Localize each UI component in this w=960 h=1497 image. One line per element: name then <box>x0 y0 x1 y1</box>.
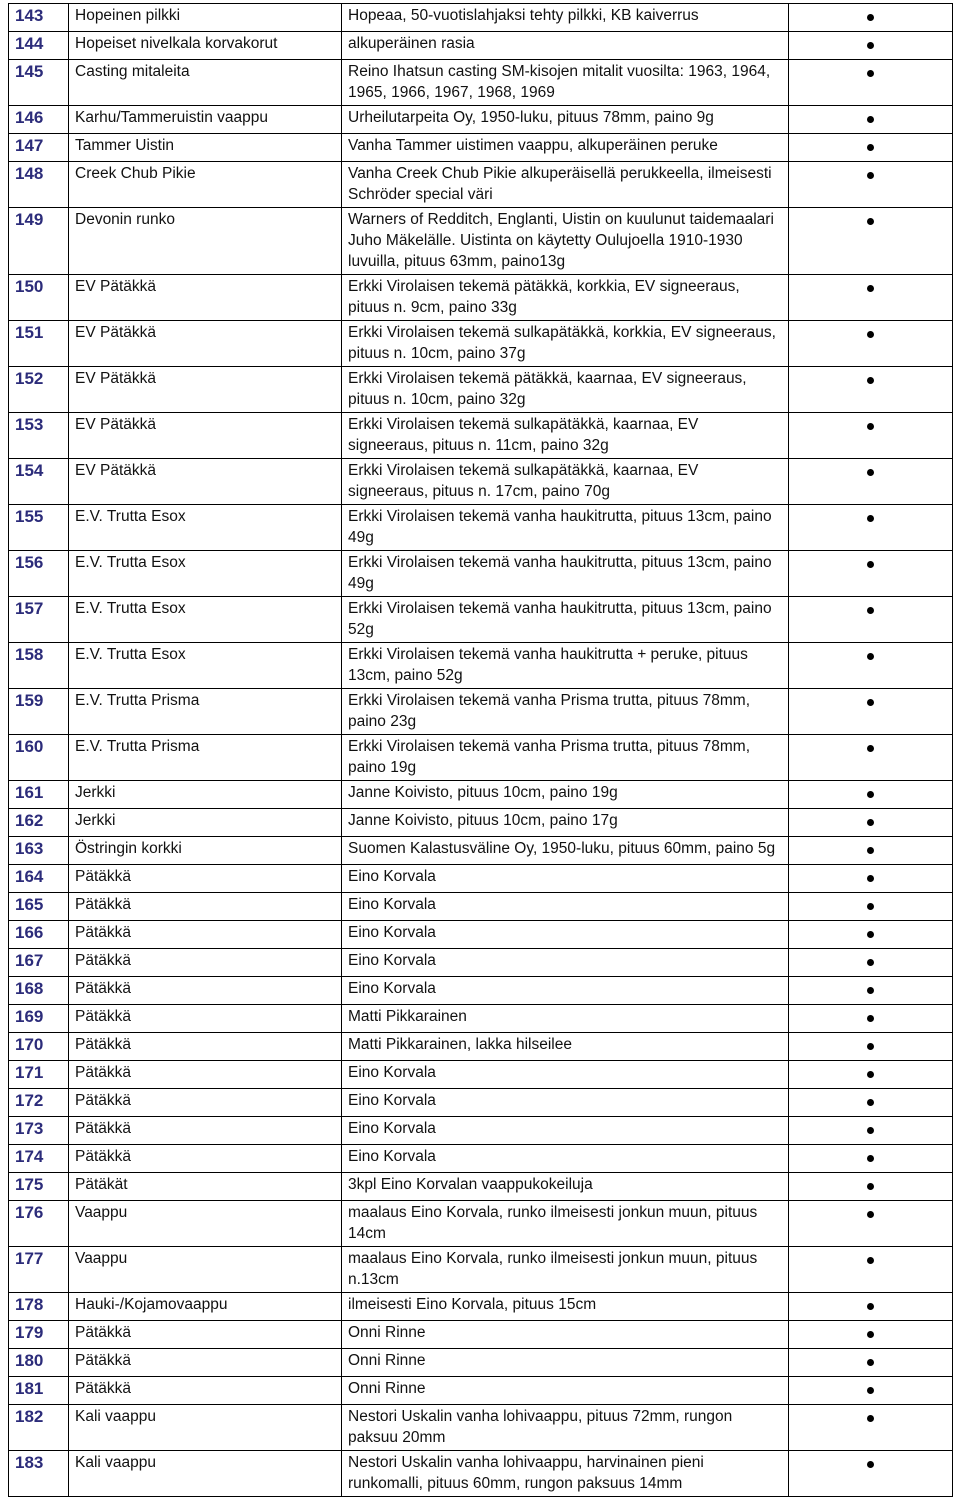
item-description: Eino Korvala <box>342 1145 789 1173</box>
item-name: Pätäkkä <box>69 1145 342 1173</box>
table-row <box>9 643 953 689</box>
item-marker <box>789 1117 953 1145</box>
table-row <box>9 505 953 551</box>
item-description: Erkki Virolaisen tekemä sulkapätäkkä, korkkia, EV signeeraus, pituus n. 10cm, paino 37g <box>342 321 789 367</box>
table-row <box>9 1145 953 1173</box>
item-marker <box>789 1451 953 1497</box>
item-name: Kali vaappu <box>69 1451 342 1497</box>
item-marker <box>789 809 953 837</box>
item-description: Janne Koivisto, pituus 10cm, paino 19g <box>342 781 789 809</box>
table-row <box>9 1173 953 1201</box>
table-row <box>9 1321 953 1349</box>
item-description: Matti Pikkarainen <box>342 1005 789 1033</box>
bullet-icon <box>867 70 874 77</box>
table-row <box>9 162 953 208</box>
item-marker <box>789 1293 953 1321</box>
item-number: 157 <box>9 597 69 643</box>
item-description: Erkki Virolaisen tekemä sulkapätäkkä, kaarnaa, EV signeeraus, pituus n. 11cm, paino 32g <box>342 413 789 459</box>
item-name: EV Pätäkkä <box>69 413 342 459</box>
item-marker <box>789 1405 953 1451</box>
item-marker <box>789 367 953 413</box>
item-name: Jerkki <box>69 781 342 809</box>
item-description: Nestori Uskalin vanha lohivaappu, pituus 72mm, rungon paksuu 20mm <box>342 1405 789 1451</box>
item-description: Reino Ihatsun casting SM-kisojen mitalit vuosilta: 1963, 1964, 1965, 1966, 1967, 1968, 1969 <box>342 60 789 106</box>
item-description: Matti Pikkarainen, lakka hilseilee <box>342 1033 789 1061</box>
item-description: Eino Korvala <box>342 949 789 977</box>
item-number: 168 <box>9 977 69 1005</box>
bullet-icon <box>867 1331 874 1338</box>
item-marker <box>789 208 953 275</box>
item-number: 143 <box>9 4 69 32</box>
bullet-icon <box>867 42 874 49</box>
item-number: 178 <box>9 1293 69 1321</box>
item-description: Eino Korvala <box>342 921 789 949</box>
table-row <box>9 893 953 921</box>
item-description: Eino Korvala <box>342 1061 789 1089</box>
bullet-icon <box>867 172 874 179</box>
item-number: 179 <box>9 1321 69 1349</box>
bullet-icon <box>867 218 874 225</box>
item-marker <box>789 4 953 32</box>
bullet-icon <box>867 1303 874 1310</box>
item-name: Vaappu <box>69 1247 342 1293</box>
item-marker <box>789 1349 953 1377</box>
item-marker <box>789 689 953 735</box>
bullet-icon <box>867 1461 874 1468</box>
catalog-table <box>8 3 953 1497</box>
item-description: maalaus Eino Korvala, runko ilmeisesti jonkun muun, pituus 14cm <box>342 1201 789 1247</box>
item-marker <box>789 275 953 321</box>
item-description: Erkki Virolaisen tekemä pätäkkä, korkkia, EV signeeraus, pituus n. 9cm, paino 33g <box>342 275 789 321</box>
bullet-icon <box>867 607 874 614</box>
item-name: Hopeinen pilkki <box>69 4 342 32</box>
bullet-icon <box>867 1127 874 1134</box>
bullet-icon <box>867 1183 874 1190</box>
item-name: EV Pätäkkä <box>69 459 342 505</box>
item-description: Onni Rinne <box>342 1321 789 1349</box>
item-description: Erkki Virolaisen tekemä vanha Prisma trutta, pituus 78mm, paino 23g <box>342 689 789 735</box>
item-marker <box>789 32 953 60</box>
item-description: Erkki Virolaisen tekemä pätäkkä, kaarnaa, EV signeeraus, pituus n. 10cm, paino 32g <box>342 367 789 413</box>
item-number: 152 <box>9 367 69 413</box>
item-description: Erkki Virolaisen tekemä vanha haukitrutta, pituus 13cm, paino 49g <box>342 505 789 551</box>
item-number: 176 <box>9 1201 69 1247</box>
item-marker <box>789 106 953 134</box>
bullet-icon <box>867 931 874 938</box>
item-marker <box>789 505 953 551</box>
item-marker <box>789 1005 953 1033</box>
table-row <box>9 551 953 597</box>
table-row <box>9 1405 953 1451</box>
item-marker <box>789 781 953 809</box>
item-number: 182 <box>9 1405 69 1451</box>
item-name: Karhu/Tammeruistin vaappu <box>69 106 342 134</box>
table-row <box>9 865 953 893</box>
bullet-icon <box>867 331 874 338</box>
item-number: 159 <box>9 689 69 735</box>
item-description: Onni Rinne <box>342 1377 789 1405</box>
item-number: 156 <box>9 551 69 597</box>
bullet-icon <box>867 791 874 798</box>
table-row <box>9 106 953 134</box>
item-name: Devonin runko <box>69 208 342 275</box>
bullet-icon <box>867 1211 874 1218</box>
item-description: Erkki Virolaisen tekemä sulkapätäkkä, kaarnaa, EV signeeraus, pituus n. 17cm, paino 70g <box>342 459 789 505</box>
item-name: Pätäkkä <box>69 1089 342 1117</box>
item-name: EV Pätäkkä <box>69 321 342 367</box>
item-marker <box>789 893 953 921</box>
bullet-icon <box>867 285 874 292</box>
item-name: Pätäkkä <box>69 1033 342 1061</box>
table-row <box>9 1201 953 1247</box>
item-number: 166 <box>9 921 69 949</box>
item-description: alkuperäinen rasia <box>342 32 789 60</box>
item-description: Vanha Tammer uistimen vaappu, alkuperäinen peruke <box>342 134 789 162</box>
item-marker <box>789 643 953 689</box>
item-number: 145 <box>9 60 69 106</box>
bullet-icon <box>867 1387 874 1394</box>
item-name: Pätäkkä <box>69 1061 342 1089</box>
item-marker <box>789 551 953 597</box>
catalog-body <box>9 4 953 1497</box>
item-description: Eino Korvala <box>342 1117 789 1145</box>
table-row <box>9 208 953 275</box>
table-row <box>9 134 953 162</box>
item-marker <box>789 949 953 977</box>
item-name: Tammer Uistin <box>69 134 342 162</box>
table-row <box>9 921 953 949</box>
bullet-icon <box>867 959 874 966</box>
item-marker <box>789 1061 953 1089</box>
item-name: Pätäkkä <box>69 865 342 893</box>
item-description: maalaus Eino Korvala, runko ilmeisesti jonkun muun, pituus n.13cm <box>342 1247 789 1293</box>
bullet-icon <box>867 469 874 476</box>
bullet-icon <box>867 819 874 826</box>
item-number: 172 <box>9 1089 69 1117</box>
table-row <box>9 413 953 459</box>
item-name: Pätäkkä <box>69 1321 342 1349</box>
item-number: 164 <box>9 865 69 893</box>
bullet-icon <box>867 847 874 854</box>
table-row <box>9 949 953 977</box>
item-description: Hopeaa, 50-vuotislahjaksi tehty pilkki, KB kaiverrus <box>342 4 789 32</box>
item-number: 171 <box>9 1061 69 1089</box>
item-name: E.V. Trutta Prisma <box>69 735 342 781</box>
bullet-icon <box>867 1099 874 1106</box>
item-marker <box>789 134 953 162</box>
item-number: 149 <box>9 208 69 275</box>
item-description: Eino Korvala <box>342 1089 789 1117</box>
table-row <box>9 689 953 735</box>
table-row <box>9 1247 953 1293</box>
table-row <box>9 275 953 321</box>
bullet-icon <box>867 1359 874 1366</box>
table-row <box>9 781 953 809</box>
item-marker <box>789 1247 953 1293</box>
item-name: Pätäkkä <box>69 1349 342 1377</box>
bullet-icon <box>867 377 874 384</box>
item-number: 146 <box>9 106 69 134</box>
item-name: Pätäkkä <box>69 949 342 977</box>
item-description: Urheilutarpeita Oy, 1950-luku, pituus 78mm, paino 9g <box>342 106 789 134</box>
table-row <box>9 1377 953 1405</box>
item-description: Erkki Virolaisen tekemä vanha haukitrutta, pituus 13cm, paino 49g <box>342 551 789 597</box>
item-number: 165 <box>9 893 69 921</box>
bullet-icon <box>867 1071 874 1078</box>
bullet-icon <box>867 699 874 706</box>
item-number: 167 <box>9 949 69 977</box>
item-marker <box>789 459 953 505</box>
bullet-icon <box>867 144 874 151</box>
item-name: E.V. Trutta Esox <box>69 505 342 551</box>
bullet-icon <box>867 1257 874 1264</box>
table-row <box>9 837 953 865</box>
item-marker <box>789 1033 953 1061</box>
table-row <box>9 1117 953 1145</box>
item-number: 162 <box>9 809 69 837</box>
item-description: ilmeisesti Eino Korvala, pituus 15cm <box>342 1293 789 1321</box>
item-number: 163 <box>9 837 69 865</box>
item-name: Pätäkkä <box>69 977 342 1005</box>
table-row <box>9 1293 953 1321</box>
item-name: EV Pätäkkä <box>69 275 342 321</box>
bullet-icon <box>867 423 874 430</box>
item-description: Janne Koivisto, pituus 10cm, paino 17g <box>342 809 789 837</box>
item-marker <box>789 921 953 949</box>
item-number: 147 <box>9 134 69 162</box>
item-name: Hauki-/Kojamovaappu <box>69 1293 342 1321</box>
item-marker <box>789 1145 953 1173</box>
item-number: 177 <box>9 1247 69 1293</box>
table-row <box>9 1089 953 1117</box>
item-marker <box>789 1321 953 1349</box>
item-description: 3kpl Eino Korvalan vaappukokeiluja <box>342 1173 789 1201</box>
item-marker <box>789 1377 953 1405</box>
item-marker <box>789 837 953 865</box>
item-description: Warners of Redditch, Englanti, Uistin on kuulunut taidemaalari Juho Mäkelälle. Uistinta on käytetty Oulujoella 1910-1930 luvuilla, pituus 63mm, paino13g <box>342 208 789 275</box>
table-row <box>9 1005 953 1033</box>
bullet-icon <box>867 116 874 123</box>
item-number: 148 <box>9 162 69 208</box>
item-marker <box>789 162 953 208</box>
item-number: 170 <box>9 1033 69 1061</box>
item-number: 158 <box>9 643 69 689</box>
item-name: Pätäkkä <box>69 1117 342 1145</box>
item-name: E.V. Trutta Prisma <box>69 689 342 735</box>
item-name: Pätäkät <box>69 1173 342 1201</box>
item-marker <box>789 735 953 781</box>
bullet-icon <box>867 1155 874 1162</box>
table-row <box>9 32 953 60</box>
item-name: Pätäkkä <box>69 1377 342 1405</box>
item-description: Eino Korvala <box>342 893 789 921</box>
table-row <box>9 1033 953 1061</box>
item-name: Casting mitaleita <box>69 60 342 106</box>
item-name: Jerkki <box>69 809 342 837</box>
table-row <box>9 735 953 781</box>
bullet-icon <box>867 1015 874 1022</box>
bullet-icon <box>867 1415 874 1422</box>
table-row <box>9 367 953 413</box>
bullet-icon <box>867 14 874 21</box>
table-row <box>9 321 953 367</box>
item-marker <box>789 1173 953 1201</box>
item-number: 173 <box>9 1117 69 1145</box>
item-marker <box>789 1089 953 1117</box>
table-row <box>9 1349 953 1377</box>
item-marker <box>789 865 953 893</box>
item-marker <box>789 60 953 106</box>
item-marker <box>789 1201 953 1247</box>
bullet-icon <box>867 875 874 882</box>
bullet-icon <box>867 561 874 568</box>
item-name: E.V. Trutta Esox <box>69 643 342 689</box>
item-marker <box>789 413 953 459</box>
item-number: 160 <box>9 735 69 781</box>
item-description: Erkki Virolaisen tekemä vanha haukitrutta + peruke, pituus 13cm, paino 52g <box>342 643 789 689</box>
bullet-icon <box>867 653 874 660</box>
item-number: 154 <box>9 459 69 505</box>
item-number: 174 <box>9 1145 69 1173</box>
bullet-icon <box>867 987 874 994</box>
item-name: Pätäkkä <box>69 1005 342 1033</box>
item-number: 161 <box>9 781 69 809</box>
item-name: Östringin korkki <box>69 837 342 865</box>
item-name: Pätäkkä <box>69 893 342 921</box>
bullet-icon <box>867 903 874 910</box>
item-number: 144 <box>9 32 69 60</box>
item-number: 169 <box>9 1005 69 1033</box>
bullet-icon <box>867 1043 874 1050</box>
item-name: Vaappu <box>69 1201 342 1247</box>
table-row <box>9 4 953 32</box>
table-row <box>9 809 953 837</box>
item-number: 180 <box>9 1349 69 1377</box>
item-name: Creek Chub Pikie <box>69 162 342 208</box>
item-marker <box>789 597 953 643</box>
item-number: 150 <box>9 275 69 321</box>
item-name: Kali vaappu <box>69 1405 342 1451</box>
bullet-icon <box>867 745 874 752</box>
item-description: Onni Rinne <box>342 1349 789 1377</box>
item-number: 151 <box>9 321 69 367</box>
item-description: Erkki Virolaisen tekemä vanha haukitrutta, pituus 13cm, paino 52g <box>342 597 789 643</box>
item-number: 155 <box>9 505 69 551</box>
item-description: Eino Korvala <box>342 865 789 893</box>
item-name: Hopeiset nivelkala korvakorut <box>69 32 342 60</box>
item-number: 153 <box>9 413 69 459</box>
table-row <box>9 1451 953 1497</box>
table-row <box>9 60 953 106</box>
item-number: 181 <box>9 1377 69 1405</box>
item-description: Vanha Creek Chub Pikie alkuperäisellä perukkeella, ilmeisesti Schröder special väri <box>342 162 789 208</box>
item-description: Erkki Virolaisen tekemä vanha Prisma trutta, pituus 78mm, paino 19g <box>342 735 789 781</box>
table-row <box>9 1061 953 1089</box>
item-number: 183 <box>9 1451 69 1497</box>
item-description: Suomen Kalastusväline Oy, 1950-luku, pituus 60mm, paino 5g <box>342 837 789 865</box>
table-row <box>9 459 953 505</box>
item-marker <box>789 977 953 1005</box>
item-name: EV Pätäkkä <box>69 367 342 413</box>
table-row <box>9 977 953 1005</box>
bullet-icon <box>867 515 874 522</box>
item-marker <box>789 321 953 367</box>
item-name: E.V. Trutta Esox <box>69 551 342 597</box>
item-name: Pätäkkä <box>69 921 342 949</box>
item-description: Eino Korvala <box>342 977 789 1005</box>
item-name: E.V. Trutta Esox <box>69 597 342 643</box>
table-row <box>9 597 953 643</box>
item-description: Nestori Uskalin vanha lohivaappu, harvinainen pieni runkomalli, pituus 60mm, rungon paksuus 14mm <box>342 1451 789 1497</box>
item-number: 175 <box>9 1173 69 1201</box>
